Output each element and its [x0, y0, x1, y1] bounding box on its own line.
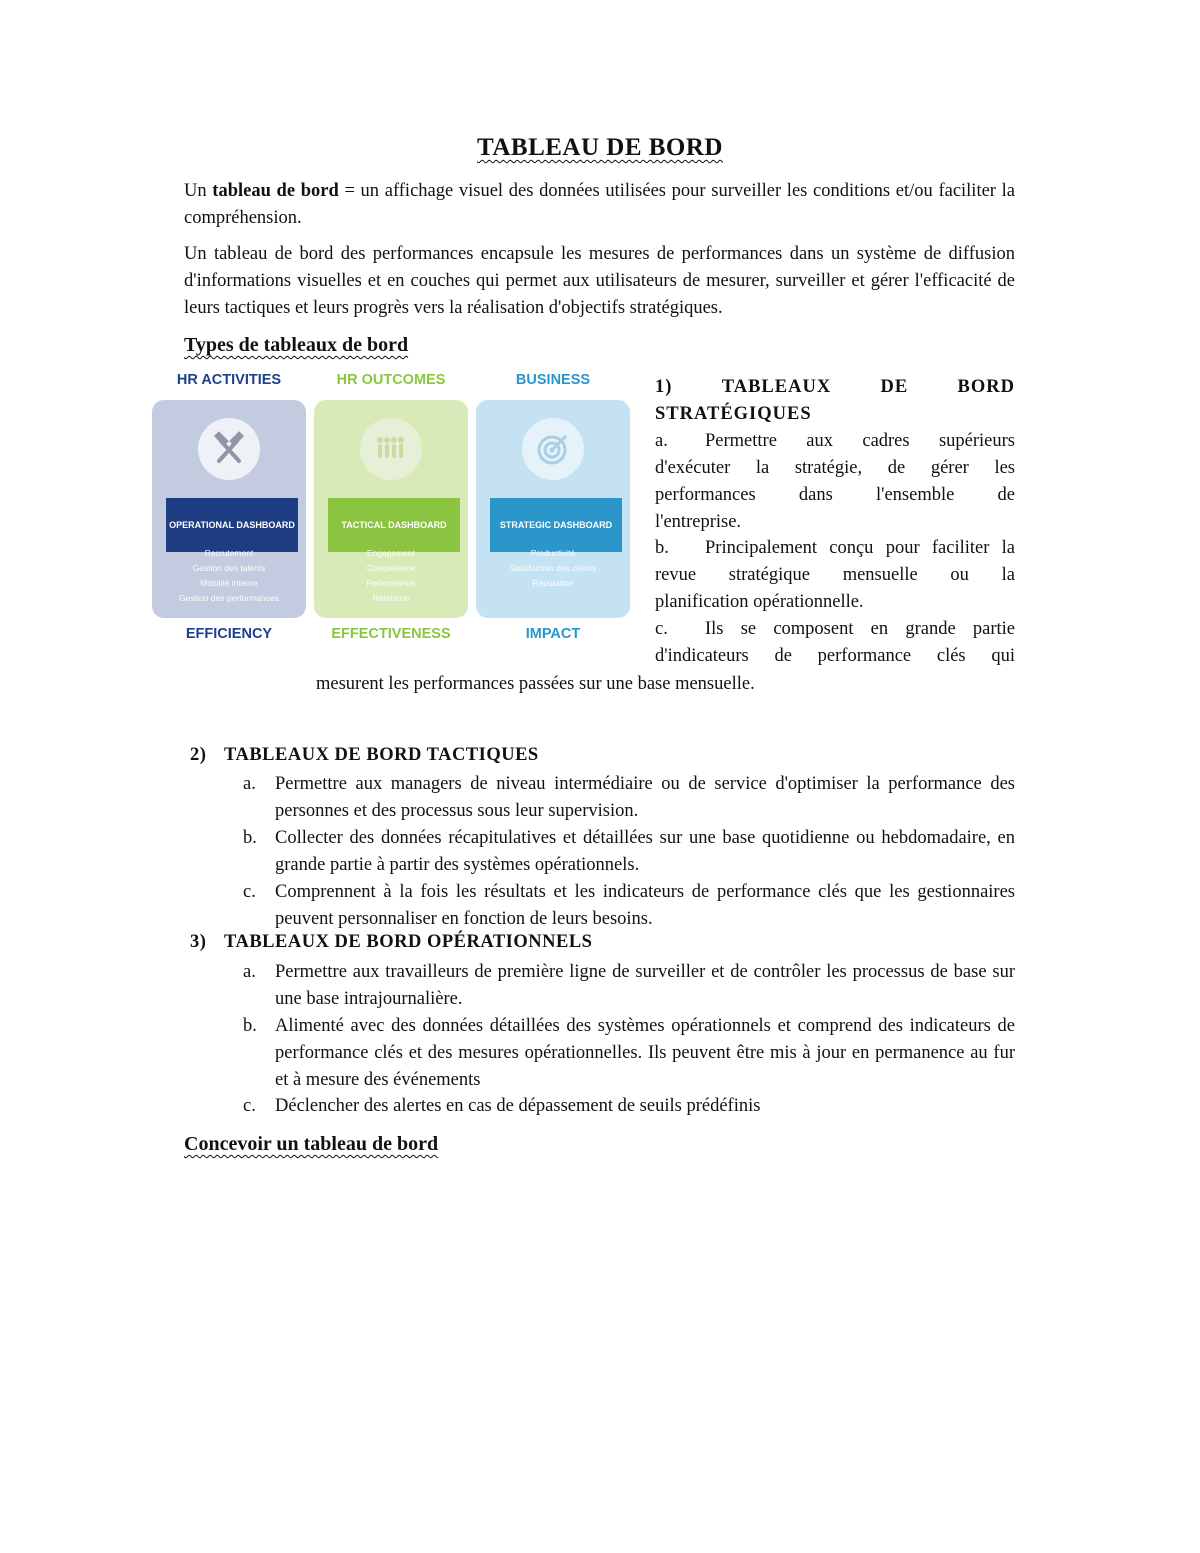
strategic-head-line2: STRATÉGIQUES [655, 403, 812, 424]
operational-num: 3) [190, 932, 207, 952]
dashboard-types-infographic [150, 366, 634, 648]
dashboard-band: OPERATIONAL DASHBOARD [166, 498, 298, 552]
intro-p1-bold: tableau de bord [212, 181, 339, 201]
section-heading-design: Concevoir un tableau de bord [184, 1133, 439, 1155]
item-label: a. [243, 774, 256, 794]
sub-item: Performance [366, 578, 416, 588]
line-text: Ils se composent en grande partie [705, 619, 1015, 639]
item-text: Permettre aux managers de niveau intermédiaire ou de service d'optimiser la performance des personnes et des processus sous leur supervision. [275, 774, 1015, 821]
strategic-heading [655, 374, 1015, 428]
item-label: c. [243, 1096, 256, 1116]
strategic-item-a-line: l'entreprise. [655, 512, 742, 532]
item-text: Collecter des données récapitulatives et détaillées sur une base quotidienne ou hebdomadaire, en grande partie à partir des systèmes opérationnels. [275, 828, 1015, 875]
strategic-head-word: TABLEAUX [721, 377, 832, 397]
list-item [243, 825, 1015, 879]
dashboard-band: TACTICAL DASHBOARD [328, 498, 460, 552]
sub-item: Satisfaction des clients [509, 563, 597, 573]
column-card [476, 400, 630, 618]
item-text: Comprennent à la fois les résultats et les indicateurs de performance clés que les gestionnaires peuvent personnaliser en fonction de leurs besoins. [275, 882, 1015, 929]
sub-item: Gestion des talents [192, 563, 266, 573]
tactical-heading [190, 745, 539, 766]
strategic-item-c-line: d'indicateurs de performance clés qui [655, 646, 1015, 666]
column-bottom-label: EFFICIENCY [185, 626, 273, 642]
hammers-icon [198, 418, 260, 480]
sub-item: Rétention [372, 593, 410, 603]
target-icon [522, 418, 584, 480]
tactical-num: 2) [190, 745, 207, 765]
tactical-heading-text: TABLEAUX DE BORD TACTIQUES [224, 745, 539, 765]
strategic-item-c-line [655, 616, 1015, 643]
intro-p1-prefix: Un [184, 181, 213, 201]
intro-paragraph-2: Un tableau de bord des performances encapsule les mesures de performances dans un système de diffusion d'informations visuelles et en couches qui permet aux utilisateurs de mesurer, surveiller et gérer l'efficacité de leurs tactiques et leurs progrès vers la réalisation d'objectifs stratégiques. [184, 244, 1015, 318]
intro-paragraph-1 [184, 178, 1015, 232]
item-label: b. [655, 538, 669, 558]
strategic-num: 1) [655, 377, 673, 397]
item-text: Permettre aux travailleurs de première ligne de surveiller et de contrôler les processus de base sur une base intrajournalière. [275, 962, 1015, 1009]
strategic-item-a-line: performances dans l'ensemble de [655, 485, 1015, 505]
line-text: Principalement conçu pour faciliter la [705, 538, 1015, 558]
sub-item: Recrutement [204, 548, 254, 558]
item-label: c. [243, 882, 256, 902]
item-label: a. [243, 962, 256, 982]
page-title: TABLEAU DE BORD [477, 134, 723, 161]
item-text: Déclencher des alertes en cas de dépassement de seuils prédéfinis [275, 1096, 761, 1116]
list-item [243, 1013, 1015, 1093]
infographic-column-tactical [312, 366, 470, 648]
column-bottom-label: EFFECTIVENESS [331, 626, 451, 642]
strategic-item-b-line: planification opérationnelle. [655, 592, 864, 612]
item-label: a. [655, 431, 668, 451]
list-item [243, 1093, 1015, 1120]
infographic-column-operational [150, 366, 308, 648]
people-icon [360, 418, 422, 480]
strategic-item-b-line: revue stratégique mensuelle ou la [655, 565, 1015, 585]
item-label: c. [655, 619, 668, 639]
column-bottom-label: IMPACT [525, 626, 581, 642]
strategic-item-a-line [655, 428, 1015, 455]
sub-item: Réputation [532, 578, 574, 588]
strategic-head-word: BORD [957, 377, 1015, 397]
sub-item: Gestion des performances [179, 593, 279, 603]
intro-p1-rest: = un affichage visuel des données utilisées pour surveiller les conditions et/ou faciliter la compréhension. [184, 181, 1015, 228]
column-top-label: HR OUTCOMES [336, 372, 446, 388]
sub-item: Compétence [366, 563, 416, 573]
infographic-column-strategic [474, 366, 632, 648]
list-item [243, 959, 1015, 1013]
item-label: b. [243, 1016, 257, 1036]
column-card [314, 400, 468, 618]
sub-item: Mobilité interne [200, 578, 258, 588]
list-item [243, 771, 1015, 825]
strategic-item-c-line: mesurent les performances passées sur une base mensuelle. [316, 674, 755, 694]
line-text: Permettre aux cadres supérieurs [705, 431, 1015, 451]
item-text: Alimenté avec des données détaillées des systèmes opérationnels et comprend des indicateurs de performance clés et des mesures opérationnelles. Ils peuvent être mis à jour en permanence au fur et à mesure des événements [275, 1016, 1015, 1090]
operational-heading [190, 932, 592, 953]
list-item [243, 879, 1015, 933]
strategic-item-b-line [655, 535, 1015, 562]
sub-item: Productivité [530, 548, 576, 558]
section-heading-types: Types de tableaux de bord [184, 334, 409, 356]
operational-heading-text: TABLEAUX DE BORD OPÉRATIONNELS [224, 932, 593, 952]
item-label: b. [243, 828, 257, 848]
dashboard-band: STRATEGIC DASHBOARD [490, 498, 622, 552]
strategic-item-a-line: d'exécuter la stratégie, de gérer les [655, 458, 1015, 478]
column-top-label: HR ACTIVITIES [176, 372, 282, 388]
strategic-head-word: DE [880, 377, 909, 397]
sub-item: Engagement [366, 548, 416, 558]
column-card [152, 400, 306, 618]
column-top-label: BUSINESS [515, 372, 591, 388]
